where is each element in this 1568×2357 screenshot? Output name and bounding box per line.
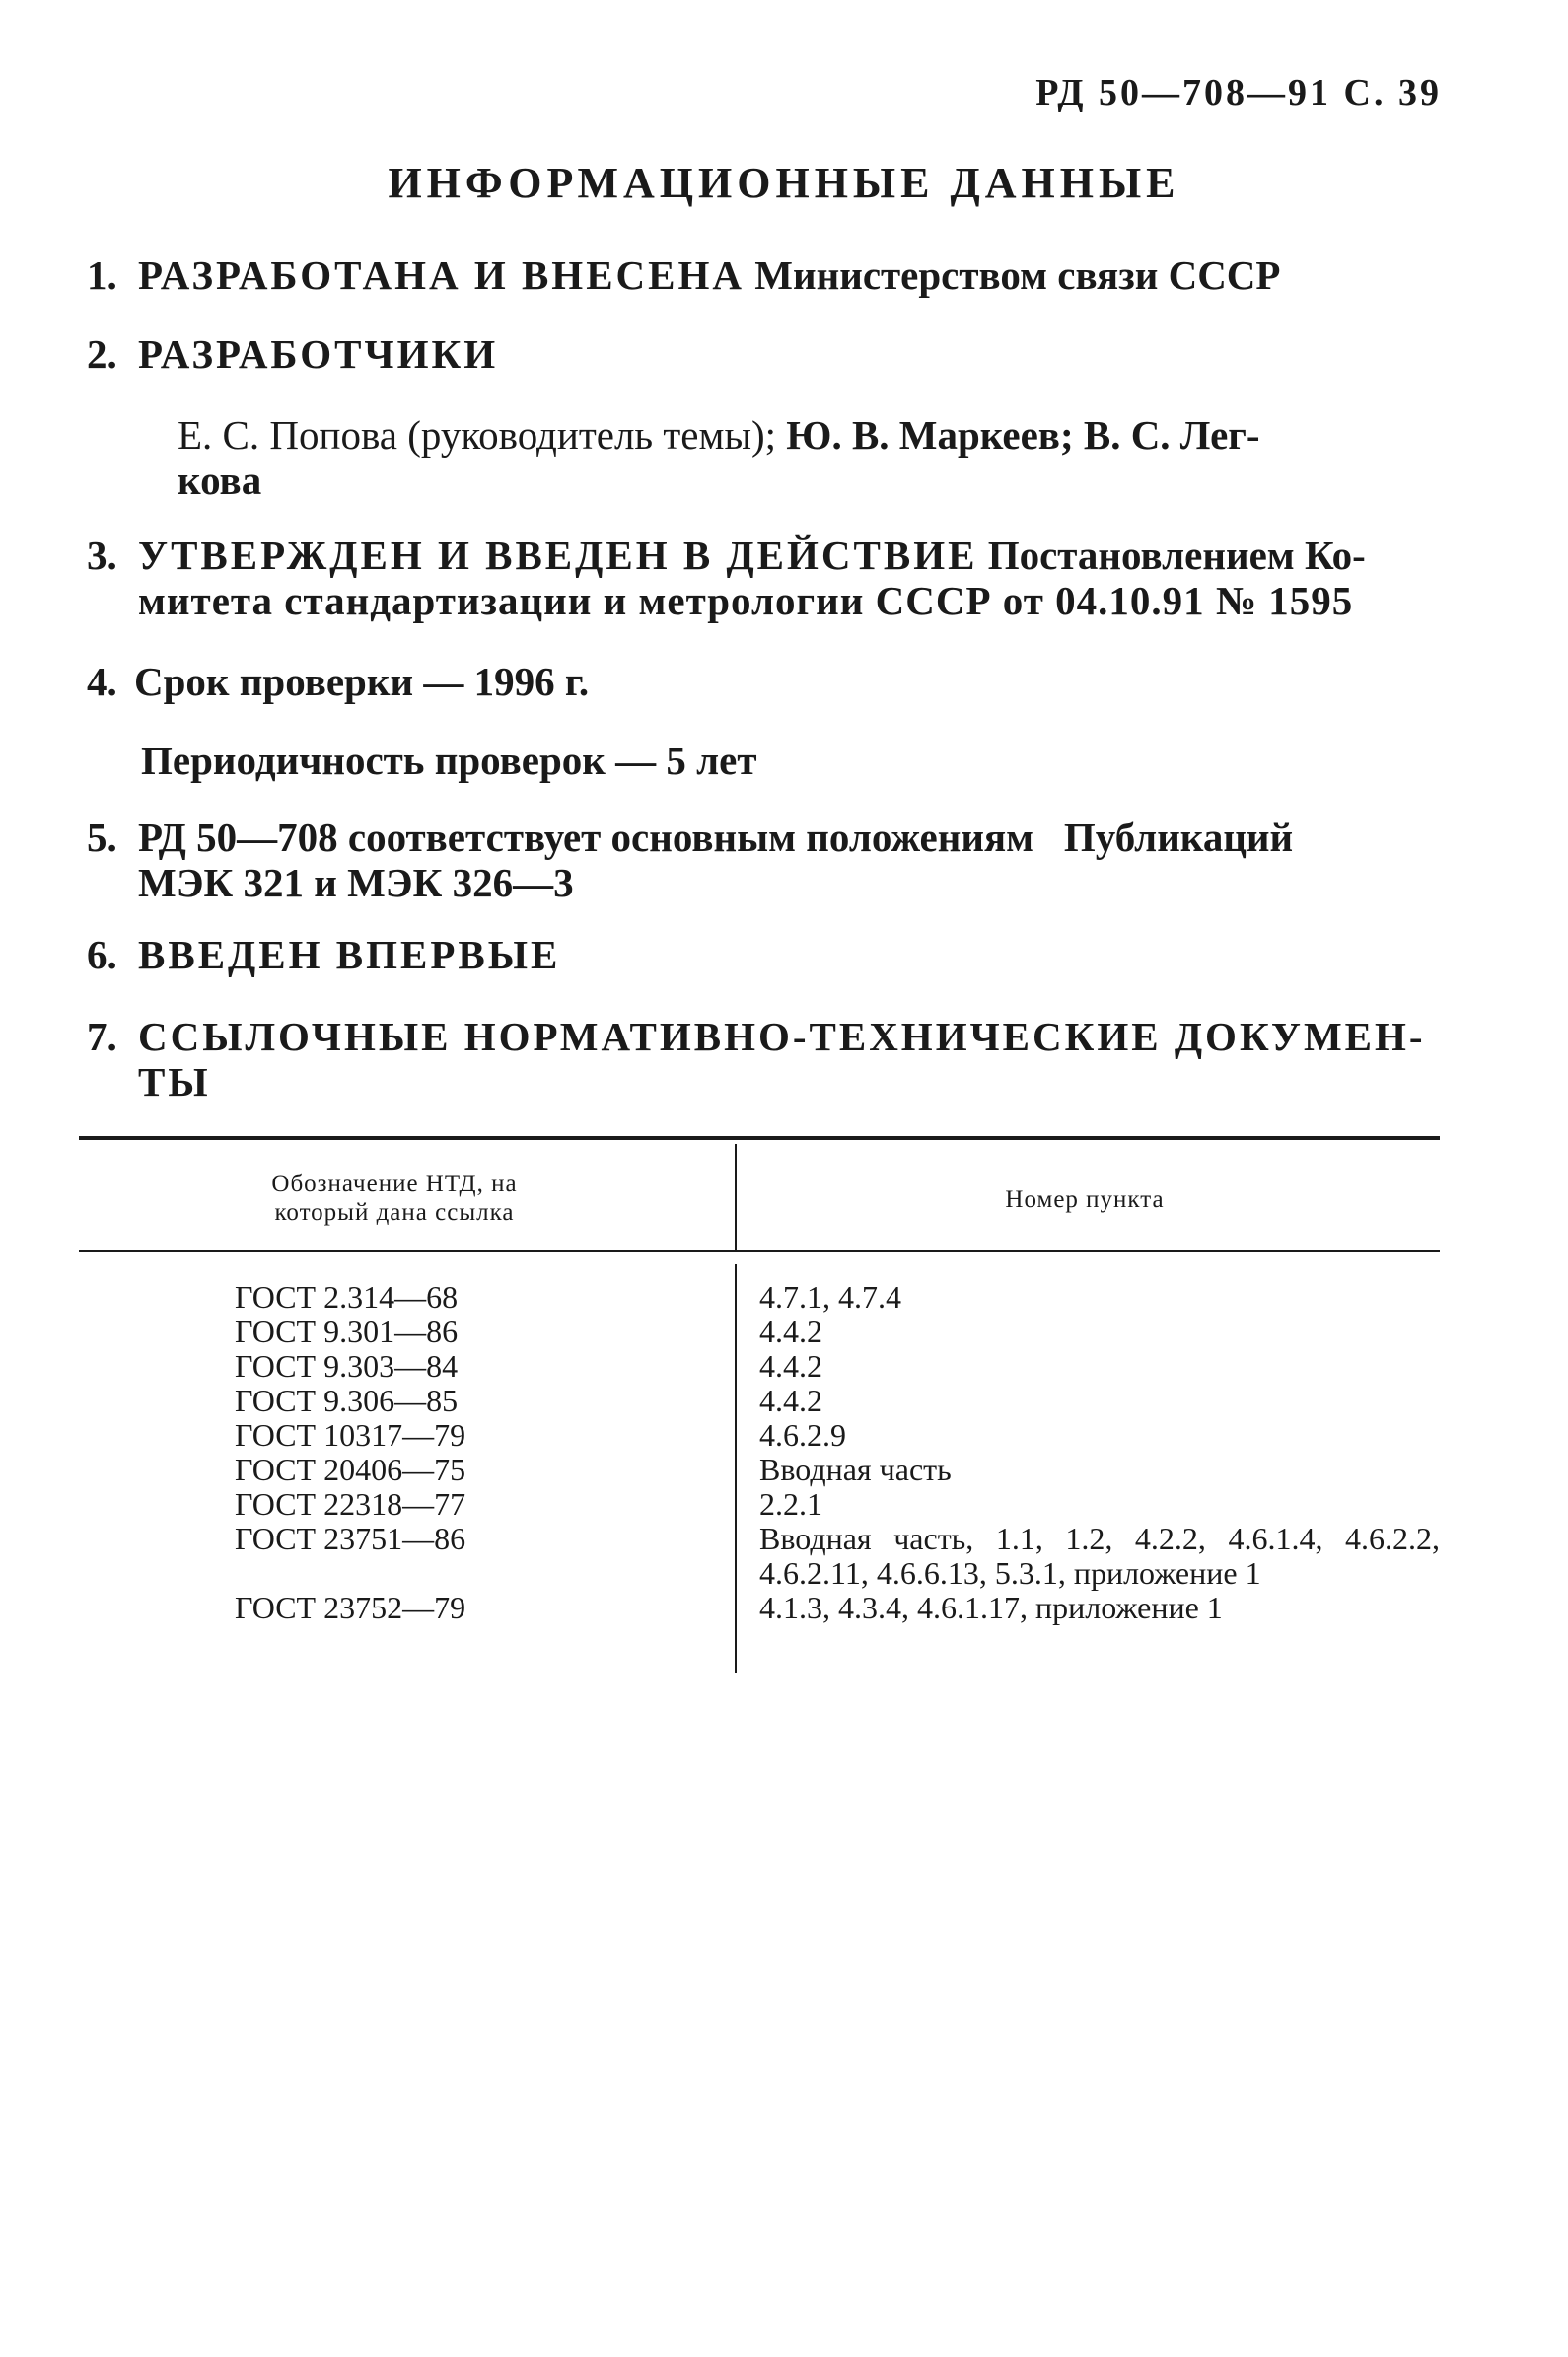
clause-refs: 4.4.2 [759,1314,822,1349]
doc-designation: ГОСТ 22318—77 [235,1486,466,1522]
item-text-line2: МЭК 321 и МЭК 326—3 [138,860,574,905]
item-5 [87,815,1438,905]
item-heading: РАЗРАБОТЧИКИ [138,331,499,377]
clause-refs: 4.1.3, 4.3.4, 4.6.1.17, приложение 1 [759,1590,1223,1625]
item-number: 4. [87,659,117,704]
col1-header-line1: Обозначение НТД, на [271,1171,518,1197]
item-heading: УТВЕРЖДЕН И ВВЕДЕН В ДЕЙСТВИЕ [138,533,978,578]
developers-list [178,412,1440,503]
item-number: 1. [87,252,117,298]
item-heading-line2: ТЫ [138,1059,211,1105]
item-text-line2: митета стандартизации и метрологии СССР от 04.10.91 № 1595 [138,578,1354,623]
item-1 [87,252,1438,298]
clause-refs: Вводная часть [759,1452,952,1487]
table-row [0,1280,1568,1315]
item-3 [87,533,1438,623]
table-row [0,1418,1568,1453]
table-header-rule [79,1250,1440,1252]
doc-designation: ГОСТ 20406—75 [235,1452,466,1487]
item-text: РД 50—708 соответствует основным положениям Публикаций [138,815,1294,860]
item-text: Министерством связи СССР [754,252,1281,298]
item-number: 3. [87,533,117,578]
item-number: 7. [87,1014,117,1059]
item-6 [87,932,1438,977]
doc-designation: ГОСТ 10317—79 [235,1417,466,1453]
doc-designation: ГОСТ 2.314—68 [235,1279,459,1315]
page-title: ИНФОРМАЦИОННЫЕ ДАННЫЕ [388,159,1180,207]
clause-refs: 4.7.1, 4.7.4 [759,1279,901,1315]
doc-designation: ГОСТ 9.306—85 [235,1383,459,1418]
table-row [0,1591,1568,1625]
item-number: 5. [87,815,117,860]
doc-designation: ГОСТ 23752—79 [235,1590,466,1625]
clause-refs: 2.2.1 [759,1486,822,1522]
item-number: 2. [87,331,117,377]
col1-header-line2: который дана ссылка [274,1199,515,1226]
check-period: Периодичность проверок — 5 лет [141,738,757,783]
table-row [0,1315,1568,1349]
clause-refs: 4.4.2 [759,1383,822,1418]
item-heading: ВВЕДЕН ВПЕРВЫЕ [138,932,561,977]
doc-designation: ГОСТ 9.303—84 [235,1348,459,1384]
item-heading: ССЫЛОЧНЫЕ НОРМАТИВНО-ТЕХНИЧЕСКИЕ ДОКУМЕН- [138,1014,1426,1059]
table-body [0,1280,1568,1625]
item-text: Постановлением Ко- [987,533,1366,578]
table-row [0,1522,1568,1591]
item-text: Срок проверки — 1996 г. [134,659,590,704]
table-row [0,1453,1568,1487]
doc-designation: ГОСТ 23751—86 [235,1521,466,1556]
item-number: 6. [87,932,117,977]
developer-lead: Е. С. Попова (руководитель темы); [178,412,777,458]
doc-designation: ГОСТ 9.301—86 [235,1314,459,1349]
item-heading: РАЗРАБОТАНА И ВНЕСЕНА [138,252,745,298]
table-top-rule [79,1136,1440,1140]
clause-refs: Вводная часть, 1.1, 1.2, 4.2.2, 4.6.1.4, 4.6.2.2, 4.6.2.11, 4.6.6.13, 5.3.1, приложение 1 [759,1521,1440,1591]
clause-refs: 4.6.2.9 [759,1417,846,1453]
developer-others: Ю. В. Маркеев; В. С. Лег- [786,412,1260,458]
table-row [0,1487,1568,1522]
table-row [0,1384,1568,1418]
item-2 [87,331,1438,377]
table-header-divider [735,1144,737,1250]
table-row [0,1349,1568,1384]
col2-header: Номер пункта [1005,1186,1165,1213]
clause-refs: 4.4.2 [759,1348,822,1384]
developer-others-cont: кова [178,458,262,503]
item-4 [87,659,1438,704]
item-7 [87,1014,1438,1105]
running-head: РД 50—708—91 С. 39 [1035,72,1442,113]
col1-header [178,1170,611,1227]
